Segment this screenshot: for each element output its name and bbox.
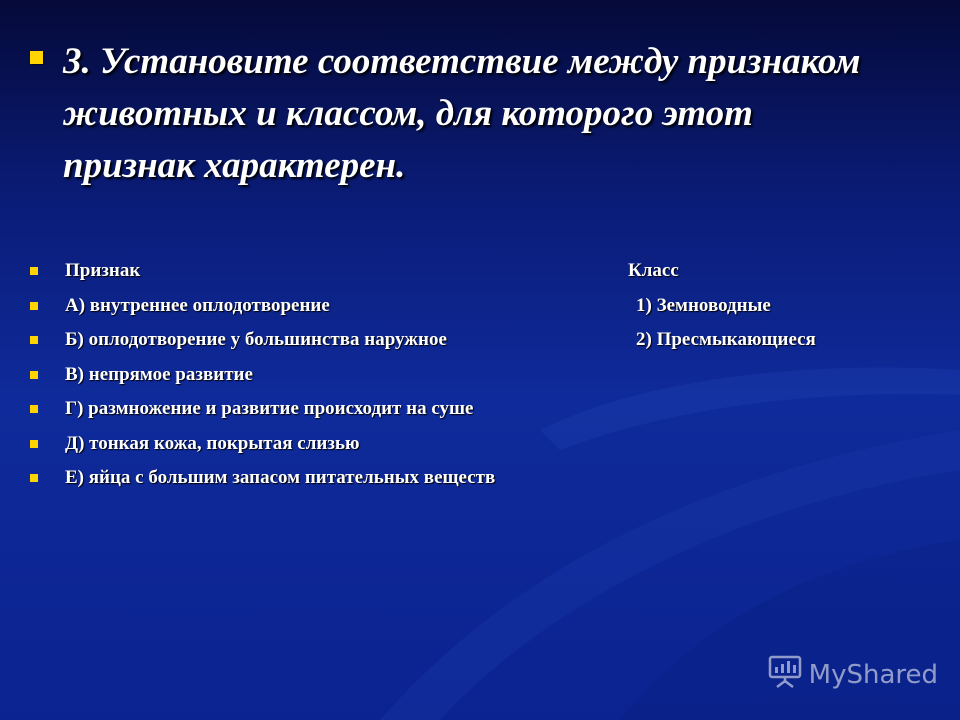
slide-title [30, 36, 950, 192]
list-item [30, 461, 930, 496]
list-bullet [30, 302, 38, 310]
list-bullet [30, 440, 38, 448]
list-item [30, 323, 930, 358]
feature-text: А) внутреннее оплодотворение [65, 294, 330, 316]
list-bullet [30, 336, 38, 344]
feature-text: Б) оплодотворение у большинства наружное [65, 329, 447, 351]
watermark-label: MyShared [808, 659, 938, 690]
list-header-row [30, 254, 930, 289]
class-text: 2) Пресмыкающиеся [636, 329, 816, 351]
header-feature-label: Признак [65, 260, 141, 282]
list-item [30, 427, 930, 462]
title-bullet [30, 51, 43, 64]
feature-text: Г) размножение и развитие происходит на суше [65, 398, 474, 420]
class-text: 1) Земноводные [636, 294, 771, 316]
feature-text: В) непрямое развитие [65, 363, 253, 385]
list-item [30, 358, 930, 393]
list-bullet [30, 371, 38, 379]
list-bullet [30, 474, 38, 482]
feature-text: Д) тонкая кожа, покрытая слизью [65, 432, 360, 454]
myshared-watermark [767, 655, 938, 694]
list-item [30, 392, 930, 427]
feature-text: Е) яйца с большим запасом питательных веществ [65, 467, 496, 489]
title-text: 3. Установите соответствие между признаком животных и классом, для которого этот признак характерен. [63, 41, 861, 186]
presentation-board-icon [767, 655, 803, 694]
list-bullet [30, 405, 38, 413]
matching-list [30, 254, 930, 496]
list-bullet [30, 267, 38, 275]
list-item [30, 289, 930, 324]
header-class-label: Класс [628, 260, 679, 282]
